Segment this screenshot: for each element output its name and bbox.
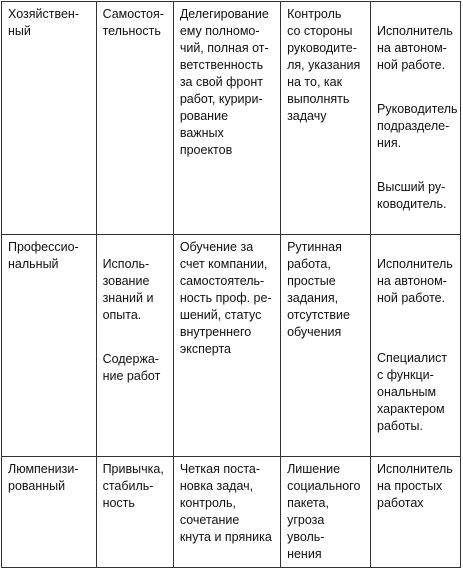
cell-type: Хозяйствен- ный [2, 2, 97, 235]
cell-type: Профессио- нальный [2, 235, 97, 457]
table-row [2, 235, 461, 457]
cell-control: Контроль со стороны руководите- ля, указания на то, как выполнять задачу [281, 2, 371, 235]
cell-paragraph: Исполь- зование знаний и опыта. [102, 257, 154, 322]
cell-motive: Самостоя- тельность [96, 2, 173, 235]
motivation-table [1, 1, 461, 568]
cell-paragraph: Исполнитель на автоном- ной работе. [377, 24, 453, 72]
cell-type: Люмпенизи- рованный [2, 457, 97, 568]
cell-method: Делегирование ему полномо- чий, полная от- ветственность за свой фронт работ, курири- рование важных проектов [173, 2, 280, 235]
cell-control: Рутинная работа, простые задания, отсутствие обучения [281, 235, 371, 457]
cell-paragraph: Руководитель подразделе- ния. [377, 102, 458, 150]
cell-paragraph: Содержа- ние работ [102, 352, 161, 383]
cell-motive: Привычка, стабиль- ность [96, 457, 173, 568]
cell-method: Четкая поста- новка задач, контроль, сочетание кнута и пряника [173, 457, 280, 568]
cell-position [371, 235, 461, 457]
cell-position: Исполнитель на простых работах [371, 457, 461, 568]
table-row [2, 457, 461, 568]
cell-paragraph: Исполнитель на автоном- ной работе. [377, 257, 453, 305]
cell-motive [96, 235, 173, 457]
cell-method: Обучение за счет компании, самостоятель- ность проф. ре- шений, статус внутреннего эксперта [173, 235, 280, 457]
cell-paragraph: Высший ру- ководитель. [377, 180, 447, 211]
cell-paragraph: Специалист с функци- ональным характером работы. [377, 351, 448, 433]
table-row [2, 2, 461, 235]
cell-control: Лишение социального пакета, угроза уволь- нения [281, 457, 371, 568]
cell-position [371, 2, 461, 235]
